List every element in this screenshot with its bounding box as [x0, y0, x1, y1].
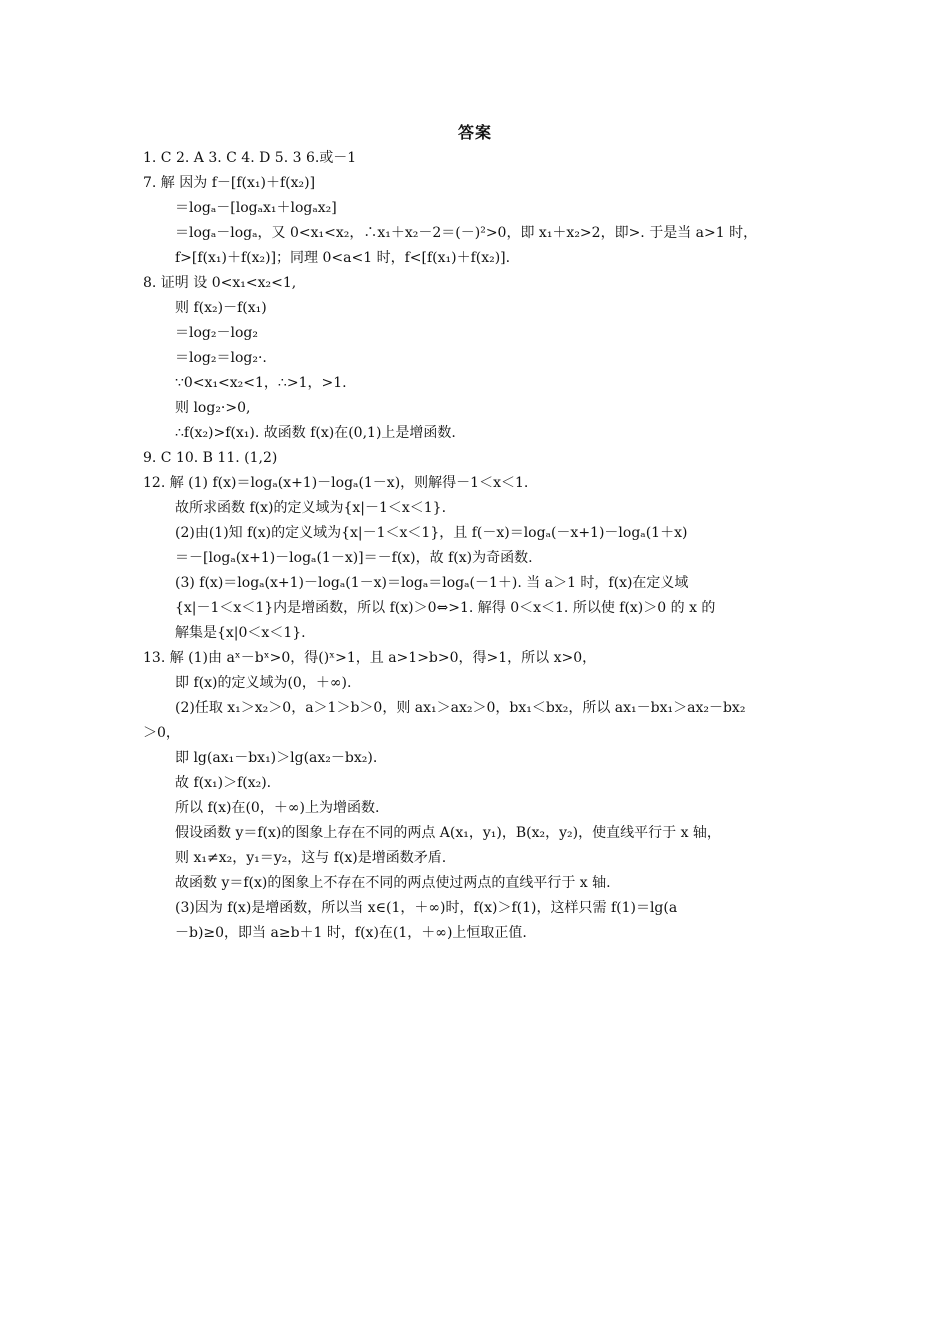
answer-line: ∴f(x₂)>f(x₁). 故函数 f(x)在(0,1)上是增函数. [175, 425, 456, 441]
answer-line: f>[f(x₁)＋f(x₂)]；同理 0<a<1 时，f<[f(x₁)＋f(x₂)]. [175, 250, 511, 266]
answer-line: 1. C 2. A 3. C 4. D 5. 3 6.或－1 [143, 150, 357, 166]
answer-line: 12. 解 (1) f(x)＝logₐ(x+1)－logₐ(1－x)，则解得－1＜x＜1. [143, 475, 529, 491]
answer-line: 13. 解 (1)由 aˣ－bˣ>0，得()ˣ>1，且 a>1>b>0，得>1，所以 x>0， [143, 650, 597, 666]
answer-line: 则 f(x₂)－f(x₁) [175, 300, 267, 316]
answer-line: (3) f(x)＝logₐ(x+1)－logₐ(1－x)＝logₐ＝logₐ(－1＋). 当 a＞1 时，f(x)在定义域 [175, 575, 689, 591]
answer-line: {x|－1＜x＜1}内是增函数，所以 f(x)＞0⇔>1. 解得 0＜x＜1. 所以使 f(x)＞0 的 x 的 [175, 600, 716, 616]
answer-line: ＝－[logₐ(x+1)－logₐ(1－x)]＝－f(x)，故 f(x)为奇函数. [175, 550, 533, 566]
answer-line: ＞0， [143, 725, 180, 741]
answer-line: ＝log₂－log₂ [175, 325, 258, 341]
answer-line: 故所求函数 f(x)的定义域为{x|－1＜x＜1}. [175, 500, 447, 516]
answer-line: 则 x₁≠x₂，y₁＝y₂，这与 f(x)是增函数矛盾. [175, 850, 447, 866]
answer-line: －b)≥0，即当 a≥b＋1 时，f(x)在(1，＋∞)上恒取正值. [175, 925, 527, 941]
answer-line: (3)因为 f(x)是增函数，所以当 x∈(1，＋∞)时，f(x)＞f(1)，这样只需 f(1)＝lg(a [175, 900, 678, 916]
answer-line: 8. 证明 设 0<x₁<x₂<1, [143, 275, 297, 291]
answer-line: ＝logₐ－logₐ，又 0<x₁<x₂，∴x₁＋x₂－2＝(－)²>0，即 x₁＋x₂>2，即>. 于是当 a>1 时， [175, 225, 758, 241]
answer-line: ＝log₂＝log₂·. [175, 350, 267, 366]
answer-line: 故函数 y＝f(x)的图象上不存在不同的两点使过两点的直线平行于 x 轴. [175, 875, 611, 891]
page-title: 答案 [457, 123, 492, 142]
answer-line: (2)由(1)知 f(x)的定义域为{x|－1＜x＜1}，且 f(－x)＝logₐ(－x+1)－logₐ(1＋x) [175, 525, 688, 541]
answer-line: 则 log₂·>0, [175, 400, 251, 416]
answer-line: 故 f(x₁)＞f(x₂). [175, 775, 272, 791]
answer-line: 假设函数 y＝f(x)的图象上存在不同的两点 A(x₁，y₁)，B(x₂，y₂)，使直线平行于 x 轴， [175, 825, 721, 841]
answer-line: 所以 f(x)在(0，＋∞)上为增函数. [175, 800, 380, 816]
answer-line: 即 f(x)的定义域为(0，＋∞). [175, 675, 352, 691]
answer-line: 即 lg(ax₁－bx₁)＞lg(ax₂－bx₂). [175, 750, 378, 766]
answer-line: 9. C 10. B 11. (1,2) [143, 450, 278, 466]
answer-line: 解集是{x|0＜x＜1}. [175, 625, 306, 641]
answer-line: ＝logₐ－[logₐx₁＋logₐx₂] [175, 200, 337, 216]
answer-line: (2)任取 x₁＞x₂＞0，a＞1＞b＞0，则 ax₁＞ax₂＞0，bx₁＜bx₂，所以 ax₁－bx₁＞ax₂－bx₂ [175, 700, 746, 716]
answer-line: ∵0<x₁<x₂<1，∴>1，>1. [175, 375, 347, 391]
answer-line: 7. 解 因为 f－[f(x₁)＋f(x₂)] [143, 175, 316, 191]
